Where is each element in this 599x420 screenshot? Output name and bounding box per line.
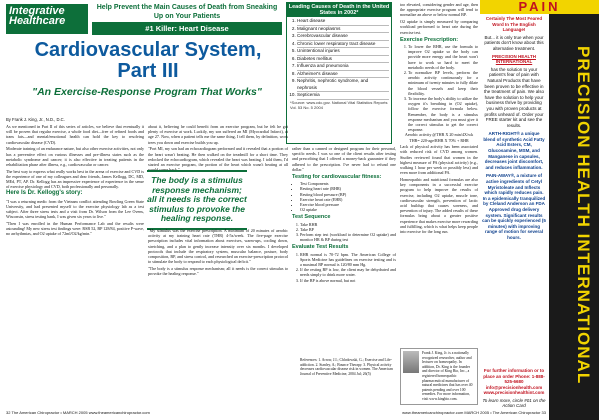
article-column-3 — [292, 146, 396, 356]
author-bio-box — [400, 348, 478, 405]
paragraph: Lack of physical activity has been associated with reduced risk of CVD among women. Studies reviewed found that women in the highest measure of PA (physical activity) (e.g., walking 1 hour per week or possibly less) and even more from additional PA. — [400, 144, 478, 176]
ad-text: PAIN-AWAY®, a mixture of active ingredients of Cetyl Myristoleate and Inflects which rapidly reduces pain. In a epidemically tranquilized by Cleland Anderson an FDA Approved drug delivery system. Significant results can be quickly experienced (5 minutes) with improving range of motion for several hours. — [482, 173, 546, 240]
section-heading: Evaluate Test Results — [292, 244, 349, 251]
list-item: • Test Components — [300, 181, 396, 186]
ad-text: ARTH-RIGHT® a unique blend of synthetic Acid Fatty Acid Esters, CM, Glucosamine, MSM, and Manganese in capsules, decreases joint discomfort, and reduces inflammation. — [483, 131, 545, 170]
causes-list — [287, 18, 391, 100]
list-item: 2. If the resting BP is low, the client may be dehydrated and needs simply to drink more water. — [300, 267, 396, 277]
section-heading: Test Sequence — [292, 214, 331, 221]
list-item: • Exercise blood pressure — [300, 202, 396, 207]
prescription-list — [400, 44, 478, 132]
cause-item: 6. Diabetes mellitus — [297, 56, 389, 64]
publication-brand — [6, 4, 88, 34]
paragraph: "Port MI, my son had an echocardiogram performed and it revealed that a portion of the heart wasn't beating. He then walked on the treadmill for a short time. They redocked the echocardiogram, which revealed the heart was beating. I told them, I'd started an exercise program, the portion of the heart which wasn't beating at all would come back." — [148, 146, 288, 173]
testing-list — [292, 181, 396, 212]
cause-item: 10. Septicemia — [297, 92, 389, 100]
section-heading: Here Is Dr. Kellogg's story: — [6, 190, 83, 197]
ad-headline: PAIN — [480, 0, 599, 14]
list-item: 1. Take RHR — [300, 222, 396, 227]
list-item: 1. RHR normal is 70-72 bpm. The American College of Sports Medicine has guidelines on exercise testing and is a maximal BP normal is 120/80 mm Hg. — [300, 252, 396, 268]
list-item: 3. Perform step test (workload to determine O2 uptake) and monitor HR & BP during test — [300, 232, 396, 242]
list-item: • Resting heart rate (RHR) — [300, 186, 396, 191]
list-item: 2. Take BP — [300, 227, 396, 232]
ad-text: But... it is only true when your patients don't know about this alternative treatment. — [484, 34, 544, 51]
footer-left: 32 The American Chiropractor • MARCH 2005 www.theamericanchiropractor.com — [6, 410, 150, 415]
ad-text: Certainly The Most Feared Word In The English Language! — [485, 16, 543, 33]
section-heading: Testing for cardiovascular fitness: — [292, 174, 382, 181]
paragraph: too elevated, considering gender and age, then the appropriate exercise program will tend to normalize an above or below normal BP. — [400, 2, 478, 18]
paragraph: "I was a returning medic from the Vietnam conflict attending Bowling Green State University, and had presented myself to the exercise physiology lab as a test subject. After three stress tests and a visit from Dr. Wilson from the Lee Ovens, Wisconsin, stress testing bank, I was given six years to live." — [6, 198, 144, 220]
references: References: 1. Arrow, J.I.; Chlodowski, G.; Exercise and Life-addiction. 2. Stanley, A.; Bounce Therapy. 3. Physical activity decreases cardiovascular disease risk in women. The American Journal of Preventive Medicine, 2004 Jul; 26(5) — [300, 358, 393, 377]
list-item: 3. To increase the body's ability to utilize the oxygen it's breathing in (O2 uptake), follow the exercise formula below. Remember, the body is a stimulus response mechanism and you must give it the correct stimulus to get the correct response. — [408, 96, 478, 132]
cause-item: 3. Cerebrovascular disease — [297, 33, 389, 41]
paragraph: about it, believing he could benefit from an exercise program, but he felt he got plenty of exercise at work. Luckily, my son suffered an MI (Myocardial Infarct), at age 27. Now, when a patient tells me the same thing, I tell them, by definition, work trees you down and exercise builds you up. — [148, 124, 288, 145]
paragraph: Homeopathic and nutritional formulas are also key components in a successful exercise program to help improve the results of exercise, including O2 uptake, muscle tone, cardiovascular strength, prevention of lactic acid buildup that causes soreness, and prevention of injury. The added results of these formulas bring about a greater positive experience that makes exercise more rewarding and fulfilling, which is what helps keep people into exercise for the long run. — [400, 177, 478, 235]
byline: By Frank J. King, Jr., N.D., D.C. — [6, 117, 65, 122]
pull-quote: The body is a stimulus response mechanism; all it needs is the correct stimulus to provoke the healing response. — [147, 170, 247, 230]
formula: Aerobic activity @THR X 20 min/4X/wk THR= 220-age/RHR X 70% + RHR — [404, 132, 474, 143]
paragraph: The best way to express what really works best in the arena of exercise and CVD is the experience of one of my colleagues and dear friends, James Kellogg, DC, MD, MEd, PT, AP. Dr. Kellogg has an impressive experience of experience in the sense of exercise physiology and CVD, both professionally and personally. — [6, 168, 144, 190]
killer-banner: #1 Killer: Heart Disease — [92, 22, 282, 35]
cause-item: 8. Alzheimer's disease — [297, 71, 389, 79]
article-title: Cardiovascular System, Part III — [34, 39, 262, 82]
paragraph: "My stimulus was the exercise prescription. A minimum of 20 minutes of aerobic activity at my training heart rate (THR) 4-5x/week. The five-page exercise prescription includes vital information about exercises, warm-ups, cooling down, stretching, and a plan to gently increase intensity over six months. I developed protocols that include the respiratory system, muscular balance, posture, body composition, BP, and stress control, and researched an exercise-prescription protocol to stimulate the body to respond to each physiological deficit." — [148, 228, 288, 265]
article-subtitle: "An Exercise-Response Program That Works" — [32, 86, 262, 98]
cause-item: 1. Heart disease — [297, 18, 389, 26]
ad-footer: To learn more, circle #01 on the Action Card — [482, 397, 546, 408]
section-heading: Exercise Prescription: — [400, 36, 459, 43]
cause-item: 2. Malignant neoplasms — [297, 26, 389, 34]
footer-right: www.theamericanchiropractor.com MARCH 2005 • The American Chiropractor 33 — [402, 410, 546, 415]
list-item: 1. To lower the RHR, use the formula to improve O2 uptake so the body can provide more energy and the heart won't have to work so hard to meet the metabolic needs of the body. — [408, 44, 478, 70]
paragraph: Moderate training of an endurance nature, but also other exercise activities, not only has a preventive effect on various illnesses and pre-illness states such as the metabolic syndrome and cancer; it is also effective in treating patients in the rehabilitation phase after illness, e.g., cardiovascular or cancer. — [6, 146, 145, 167]
brand-line1: Integrative — [9, 5, 65, 17]
article-column-2-bottom — [148, 228, 288, 408]
paragraph: rather than a canned or designed program for their personal, specific needs. I was so one of the client results after testing and prescribing that I offered a money-back guarantee if they adhered to the prescription. I've never had to refund one dollar." — [292, 146, 396, 172]
cause-item: 7. Influenza and pneumonia — [297, 63, 389, 71]
causes-box-title: Leading Causes of Death in the United States in 2002* — [288, 4, 390, 17]
article-column-1 — [6, 124, 144, 408]
ad-contact — [482, 368, 546, 409]
causes-source: *Source: www.cdc.gov. National Vital Statistics Reports Vol. 53 No. 5 2004 — [290, 99, 388, 110]
paragraph: O2 uptake is simply measured by comparing workload performed to heart rate during the exercise test. — [400, 19, 478, 35]
list-item: 3. If the BP is above normal, but not — [300, 278, 396, 283]
brand-line2: Healthcare — [9, 15, 66, 27]
sequence-list — [292, 222, 396, 243]
causes-of-death-box — [286, 2, 392, 144]
ad-company-link[interactable]: PRECISION HEALTH INTERNATIONAL — [492, 53, 536, 65]
cause-item: 9. Nephritis, nephrotic syndrome, and nephrosis — [297, 78, 389, 92]
paragraph: As we mentioned in Part II of this series of articles, we believe that eventually it will be proven that regular exercise, a whole food diet—free of refined foods and trans fats—and mental/emotional health can hold the key to resolving cardiovascular disease (CVD). — [6, 124, 144, 145]
cause-item: 5. Unintentional injuries — [297, 48, 389, 56]
list-item: • Exercise heart rate (EHR) — [300, 197, 396, 202]
list-item: • Resting blood pressure (BP) — [300, 192, 396, 197]
evaluate-list — [292, 252, 396, 283]
article-column-4 — [400, 2, 478, 346]
article-column-2-top — [148, 124, 288, 173]
list-item: • O2 uptake — [300, 207, 396, 212]
paragraph: "Then I was enrolled in the Human Performance Lab and the results were astounding! My new stress test findings were: RSB 52, BP 128/84, positive P-wave, no arrhythmias, and O2 uptake of 72ml/O2/kg/min." — [6, 220, 144, 237]
ad-vertical-text: PRECISION HEALTH INTERNATIONAL — [574, 45, 593, 385]
ad-text: has the solution to your patient's fear of pain with Natural Products that have been proven to be effective in the treatment of pain. We also have the solution to help your business thrive by providing you with proven products at profits unheard of. Order your FREE starter kit and see the results. — [484, 66, 544, 128]
ad-contact-text[interactable]: For further information or to place an order Phone: 1-888-525-6680 info@precisionhealth.com www.precisionhealthint.com — [483, 368, 545, 395]
list-item: 2. To normalize BP levels, perform the aerobic activity continuously for a minimum of twenty minutes to fully dilate the blood vessels and keep their flexibility. — [408, 70, 478, 96]
ad-body — [482, 16, 546, 241]
author-bio: Frank J. King, Jr. is a nationally recognized researcher, author and lecturer on homeopathy. In addition, Dr. King is the founder and director of King Bio, Inc., a registered homeopathic pharmaceutical manufacturer of natural medicines that has over 40 patents pending and over 100 remedies. For more information, visit www.kingbio.com. — [422, 351, 473, 401]
promo-text: Help Prevent the Main Causes of Death from Sneaking Up on Your Patients — [96, 4, 278, 20]
paragraph: "The body is a stimulus response mechanism; all it needs is the correct stimulus to provoke the healing response." — [148, 265, 288, 277]
author-photo — [403, 351, 419, 373]
cause-item: 4. Chronic lower respiratory tract disease — [297, 41, 389, 49]
